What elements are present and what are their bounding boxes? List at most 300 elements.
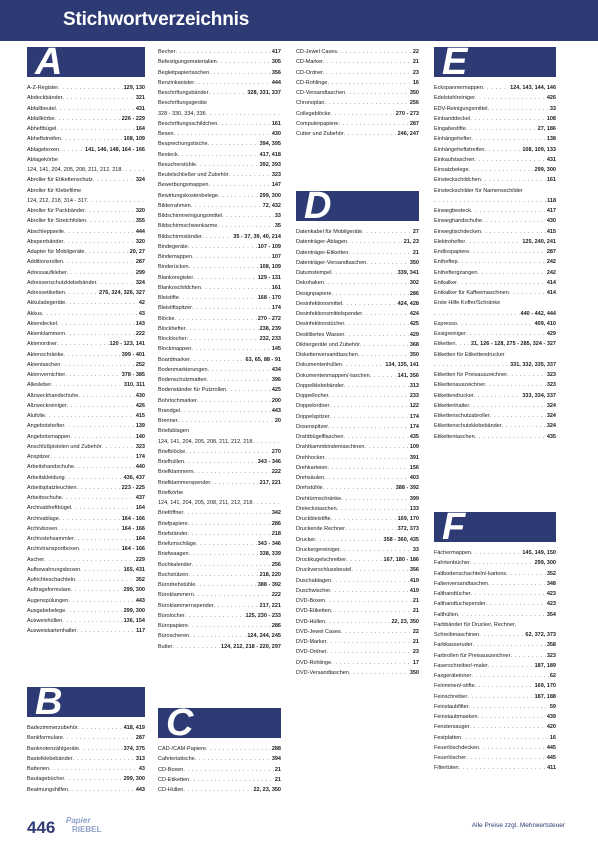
entry-term: Festplatten [434, 734, 462, 741]
leader-dots [184, 457, 257, 467]
leader-dots [466, 124, 537, 134]
entry-term: Doppellocher [296, 393, 329, 399]
entry-term: Etikettentaschen [434, 433, 475, 440]
index-entry [158, 129, 281, 139]
leader-dots [324, 453, 408, 463]
leader-dots [485, 380, 546, 390]
leader-dots [366, 258, 408, 268]
leader-dots [475, 681, 534, 691]
leader-dots [331, 514, 397, 524]
entry-page: 355 [135, 218, 145, 225]
entry-term: Designpapiere [296, 290, 332, 297]
leader-dots [486, 599, 546, 609]
entry-page: 27 [412, 229, 419, 235]
index-entry [27, 596, 145, 606]
entry-term: Etiketten [434, 341, 456, 348]
entry-term: Blocklocher [158, 336, 187, 342]
entry-page: 22 [412, 628, 419, 635]
leader-dots [67, 401, 135, 411]
leader-dots [469, 247, 546, 257]
entry-term: Espresso [434, 320, 457, 327]
entry-term: Akkus [27, 310, 42, 317]
entry-term: Bindegeräte [158, 243, 188, 250]
entry-page: 59 [549, 703, 556, 710]
entry-term: Aktenschränke [27, 351, 64, 358]
leader-dots [56, 124, 134, 134]
entry-term: Bewerbungsmappen [158, 182, 209, 189]
entry-page: 17 [412, 659, 419, 666]
entry-page [58, 155, 59, 165]
index-entry [434, 558, 556, 568]
entry-page: 22, 23, 350 [391, 618, 419, 625]
index-entry [27, 626, 145, 636]
entry-page: 425 [271, 387, 281, 394]
entry-term: Archivtransportboxen [27, 546, 79, 553]
entry-page: 133 [409, 505, 419, 512]
entry-page: 414 [546, 290, 556, 296]
index-entry [296, 350, 419, 360]
index-entry [27, 442, 145, 452]
index-entry [27, 421, 145, 431]
entry-page: 324 [546, 423, 556, 430]
entry-page: 286 [271, 520, 281, 527]
entry-term: Doppelspitzer [296, 413, 330, 420]
entry-page: 120 - 123, 141 [109, 341, 145, 348]
index-entry [434, 722, 556, 732]
leader-dots [65, 288, 98, 298]
entry-page: 242 [546, 259, 556, 266]
index-entry [434, 401, 556, 411]
leader-dots [178, 150, 259, 160]
entry-page: 108, 109 [259, 264, 281, 271]
entry-term: Briefablagen [158, 428, 189, 435]
entry-page: 22, 23, 350 [253, 787, 281, 793]
entry-term: 124, 141, 204, 205, 208, 211, 212, 218 [27, 167, 122, 173]
entry-term: Computerpapiere [296, 120, 339, 127]
leader-dots [194, 78, 271, 88]
entry-page: 232, 233 [259, 336, 281, 342]
entry-term: EDV-Reinigungsmittel [434, 105, 488, 112]
index-entry [158, 57, 281, 67]
entry-page: 108, 109 [123, 136, 145, 143]
index-entry [434, 599, 556, 609]
entry-page: 156 [409, 464, 419, 471]
section-letter-f: F [434, 512, 556, 542]
entry-page: 107 - 109 [257, 243, 281, 250]
entry-term: DVD-Ordner [296, 649, 327, 656]
entry-term: Einwegtischdecken [434, 228, 482, 235]
leader-dots [434, 309, 520, 319]
index-entry [434, 589, 556, 599]
index-entry [27, 196, 145, 206]
entry-page: 21, 126 - 128, 275 - 285, 324 - 327 [470, 341, 556, 348]
leader-dots [189, 549, 259, 559]
index-entry [434, 114, 556, 124]
entry-page: 164 - 166 [121, 525, 145, 532]
leader-dots [194, 590, 271, 600]
entry-term: Aufrichteschachteln [27, 577, 75, 583]
leader-dots [73, 754, 135, 764]
leader-dots [65, 606, 122, 616]
leader-dots [175, 47, 270, 57]
entry-term: Briefklammern [158, 469, 194, 476]
entry-term: Faltenversandtaschen [434, 580, 489, 587]
entry-page: 378 - 385 [121, 372, 145, 378]
entry-term: Aktenvernichter [27, 372, 66, 378]
entry-term: CD-Jewel Cases [296, 49, 337, 55]
entry-term: Ablageboxen [27, 146, 60, 153]
entry-term: Buchkalender [158, 561, 192, 568]
entry-term: Bodenschutzmatten [158, 377, 207, 383]
entry-term: CD-Marker [296, 59, 323, 66]
entry-page [189, 426, 190, 436]
entry-term: Begleitpapiertaschen [158, 69, 210, 76]
leader-dots [349, 668, 409, 678]
leader-dots [62, 493, 135, 503]
entry-page: 437 [135, 495, 145, 501]
index-entry [434, 278, 556, 288]
leader-dots [481, 227, 546, 237]
entry-term: Bastelklebebänder [27, 755, 73, 762]
index-entry [434, 411, 556, 421]
leader-dots [469, 401, 546, 411]
entry-page: 418, 419 [123, 725, 145, 731]
entry-term: Farbrollen für Preisauszeichner [434, 652, 511, 659]
entry-page: 439 [546, 714, 556, 720]
index-entry [434, 579, 556, 589]
leader-dots [207, 375, 271, 385]
index-entry [27, 606, 145, 616]
leader-dots [65, 370, 121, 380]
entry-term: Einweghandschuhe [434, 218, 483, 225]
index-entry [296, 555, 419, 565]
index-entry [296, 391, 419, 401]
index-entry [296, 309, 419, 319]
entry-page: 323 [271, 172, 281, 178]
entry-page: 388 - 392 [257, 582, 281, 588]
entry-page [183, 488, 184, 498]
leader-dots [471, 589, 546, 599]
entry-page: 21, 23 [403, 239, 419, 246]
entry-page: 246, 247 [397, 131, 419, 137]
index-entry [434, 216, 556, 226]
entry-page: 145, 149, 150 [522, 550, 556, 556]
index-entry [27, 83, 145, 93]
index-entry [27, 524, 145, 534]
index-entry [434, 712, 556, 722]
entry-page: 343 - 346 [257, 459, 281, 465]
entry-term: Fahrtenbücher [434, 560, 470, 567]
index-entry [27, 257, 145, 267]
entry-term: Fächermappen [434, 550, 471, 556]
leader-dots [217, 119, 271, 129]
leader-dots [467, 692, 533, 702]
entry-page: 23 [412, 69, 419, 76]
entry-page: 141, 146, 148, 164 - 166 [85, 146, 145, 153]
leader-dots [362, 309, 409, 319]
leader-dots [67, 268, 135, 278]
entry-term: Endlospapiere [434, 249, 470, 255]
index-entry [27, 411, 145, 421]
index-entry [158, 426, 281, 436]
entry-term: Drahtbügelflaschen [296, 434, 344, 440]
leader-dots [217, 221, 274, 231]
entry-page: 445 [546, 744, 556, 751]
leader-dots [466, 753, 546, 763]
entry-term: Etiketten für Preisauszeichner [434, 372, 508, 378]
entry-term: Etikettenhalter [434, 402, 470, 409]
index-entry [296, 524, 419, 534]
leader-dots [191, 344, 270, 354]
entry-term: DVD-Boxen [296, 598, 326, 604]
entry-page: 233 [409, 393, 419, 399]
leader-dots [75, 575, 135, 585]
index-entry [27, 432, 145, 442]
entry-page: 313 [409, 382, 419, 389]
entry-term: 124, 212, 218, 314 - 317 [27, 197, 87, 204]
index-entry [27, 744, 145, 754]
leader-dots [479, 630, 524, 640]
index-entry [158, 314, 281, 324]
leader-dots [461, 733, 549, 743]
index-entry [296, 576, 419, 586]
index-entry [158, 221, 281, 231]
index-entry [434, 298, 556, 308]
index-entry [296, 47, 419, 57]
entry-term: Einhängehefter [434, 136, 472, 143]
entry-term: Collegeblöcke [296, 110, 331, 117]
entry-page: 299, 300 [259, 192, 281, 199]
entry-term: Adressetiketten [27, 290, 65, 296]
index-entry [27, 339, 145, 349]
entry-page: 256 [271, 561, 281, 568]
index-entry [158, 385, 281, 395]
entry-page: 430 [546, 218, 556, 225]
leader-dots [341, 494, 409, 504]
leader-dots [175, 314, 257, 324]
entry-page: 339, 341 [397, 270, 419, 276]
entry-term: Drucker [296, 536, 316, 543]
price-note: Alle Preise zzgl. Mehrwertsteuer [471, 822, 565, 829]
entry-term: Feinstaubmasken [434, 714, 478, 720]
leader-dots [63, 733, 135, 743]
leader-dots [457, 319, 534, 329]
entry-term: Augenspülungen [27, 597, 69, 604]
entry-page: 331, 332, 335, 337 [510, 361, 556, 368]
leader-dots [85, 206, 135, 216]
index-entry [434, 432, 556, 442]
leader-dots [330, 586, 409, 596]
index-entry [296, 227, 419, 237]
leader-dots [50, 452, 135, 462]
leader-dots [102, 442, 135, 452]
entry-list [434, 83, 556, 442]
entry-term: Briefhüllen [158, 459, 184, 465]
entry-term: Drehstühle [296, 485, 323, 492]
index-entry [158, 447, 281, 457]
leader-dots [465, 237, 521, 247]
leader-dots [121, 165, 144, 175]
index-entry [296, 340, 419, 350]
index-entry [158, 437, 281, 447]
entry-term: Beschriftungsbänder [158, 90, 209, 96]
index-entry [27, 216, 145, 226]
entry-term: Banknotenzählgeräte [27, 745, 79, 752]
entry-page: 138 [546, 136, 556, 143]
index-entry [434, 145, 556, 155]
entry-page: 302 [409, 280, 419, 287]
entry-page: 324 [135, 177, 145, 184]
entry-term: Bindemappen [158, 254, 192, 260]
index-entry [27, 575, 145, 585]
entry-page: 286 [409, 290, 419, 297]
entry-page: 218, 220 [259, 571, 281, 578]
entry-term: Adressaufkleber [27, 269, 67, 276]
index-entry [296, 617, 419, 627]
entry-term: Bildschirmreinigungsmittel [158, 213, 222, 219]
entry-term: Datenträger-Etiketten [296, 249, 349, 256]
entry-page: 350 [409, 90, 419, 96]
entry-term: Blockhefter [158, 325, 186, 332]
index-entry [158, 201, 281, 211]
column-4-f [434, 512, 556, 774]
index-entry [158, 508, 281, 518]
leader-dots [474, 155, 545, 165]
entry-term: Beatmungshilfen [27, 786, 68, 793]
index-entry [296, 483, 419, 493]
index-entry [158, 150, 281, 160]
index-entry [158, 273, 281, 283]
entry-term: Faserschreiber/-maler [434, 662, 488, 669]
page-number: 446 [27, 818, 56, 837]
index-entry [434, 175, 556, 185]
entry-page: 20, 27 [129, 249, 145, 255]
index-entry [296, 596, 419, 606]
entry-page: 444 [135, 228, 145, 235]
entry-page: 419 [409, 577, 419, 584]
index-entry [158, 232, 281, 242]
entry-page: 124, 143, 144, 146 [510, 85, 556, 91]
leader-dots [458, 610, 546, 620]
entry-term: Besteck [158, 151, 178, 158]
index-entry [296, 637, 419, 647]
index-entry [296, 668, 419, 678]
entry-page: 143 [135, 320, 145, 327]
leader-dots [325, 596, 412, 606]
entry-page: 117 [136, 628, 145, 635]
index-entry [27, 237, 145, 247]
leader-dots [71, 585, 123, 595]
entry-page: 431 [546, 156, 556, 163]
entry-page: 440 [135, 464, 145, 471]
entry-page: 321 [135, 95, 145, 102]
index-entry [296, 442, 419, 452]
index-entry [27, 350, 145, 360]
entry-term: CD-Etiketten [158, 776, 190, 783]
entry-page: 35 [274, 223, 281, 230]
index-entry [158, 88, 281, 98]
logo-line-2: RIEBEL [72, 825, 102, 834]
index-entry [296, 78, 419, 88]
section-letter-d: D [296, 191, 419, 221]
entry-page: 218 [271, 530, 281, 537]
index-entry [434, 421, 556, 431]
index-entry [27, 247, 145, 257]
index-entry [296, 360, 419, 370]
entry-page: 164 [135, 126, 145, 132]
index-entry [27, 288, 145, 298]
entry-term: Etikettenschutzabroller [434, 413, 490, 419]
leader-dots [337, 504, 409, 514]
entry-term: Briefwaagen [158, 551, 189, 558]
entry-page: 222 [135, 331, 145, 337]
entry-term: Druckverschlussbeutel [296, 567, 352, 574]
entry-page: 256 [409, 100, 419, 107]
entry-term: Entkalker [434, 279, 457, 286]
entry-page: 320 [135, 208, 145, 214]
entry-term: Befestigungsmaterialien [158, 59, 217, 66]
entry-page: 419 [409, 587, 419, 594]
entry-page: 350 [409, 352, 419, 358]
index-entry [27, 134, 145, 144]
leader-dots [343, 432, 408, 442]
leader-dots [62, 616, 122, 626]
index-entry [158, 375, 281, 385]
entry-page: 164 - 166 [121, 515, 145, 522]
index-entry [296, 299, 419, 309]
entry-term: DVD-Marker [296, 639, 327, 645]
leader-dots [364, 442, 408, 452]
leader-dots [328, 463, 409, 473]
leader-dots [42, 309, 138, 319]
entry-term: Dokumentenhüllen [296, 362, 342, 369]
index-entry [434, 186, 556, 196]
entry-list [158, 744, 281, 795]
entry-term: Duschwischer [296, 587, 331, 594]
entry-list [296, 47, 419, 139]
entry-page: 164 [135, 536, 145, 542]
entry-term: Briefpapiere [158, 520, 188, 527]
leader-dots [196, 160, 259, 170]
entry-term: A-Z-Register [27, 85, 59, 91]
leader-dots [469, 702, 549, 712]
entry-term: Einbanddeckel [434, 115, 471, 122]
entry-page: 287 [409, 120, 419, 127]
index-entry [27, 309, 145, 319]
leader-dots [469, 165, 534, 175]
entry-term: Allzweckhandschuhe [27, 392, 79, 399]
entry-term: Additionsrollen [27, 259, 64, 266]
index-entry [158, 139, 281, 149]
entry-page: 125, 240, 241 [522, 238, 556, 245]
entry-page: 72, 432 [262, 202, 281, 209]
index-entry [296, 565, 419, 575]
index-entry [158, 344, 281, 354]
entry-term: DVD-Etiketten [296, 608, 331, 615]
entry-page: 399 - 401 [121, 351, 145, 358]
index-entry [434, 83, 556, 93]
entry-page: 430 [271, 131, 281, 137]
leader-dots [208, 88, 246, 98]
index-entry [434, 155, 556, 165]
leader-dots [189, 631, 246, 641]
entry-term: Abheftbügel [27, 126, 57, 132]
entry-page: 43 [138, 766, 145, 772]
entry-term: Bleistiftspitzer [158, 305, 192, 312]
leader-dots [193, 273, 257, 283]
index-entry [296, 98, 419, 108]
entry-term: Abheftstreifen [27, 136, 61, 143]
